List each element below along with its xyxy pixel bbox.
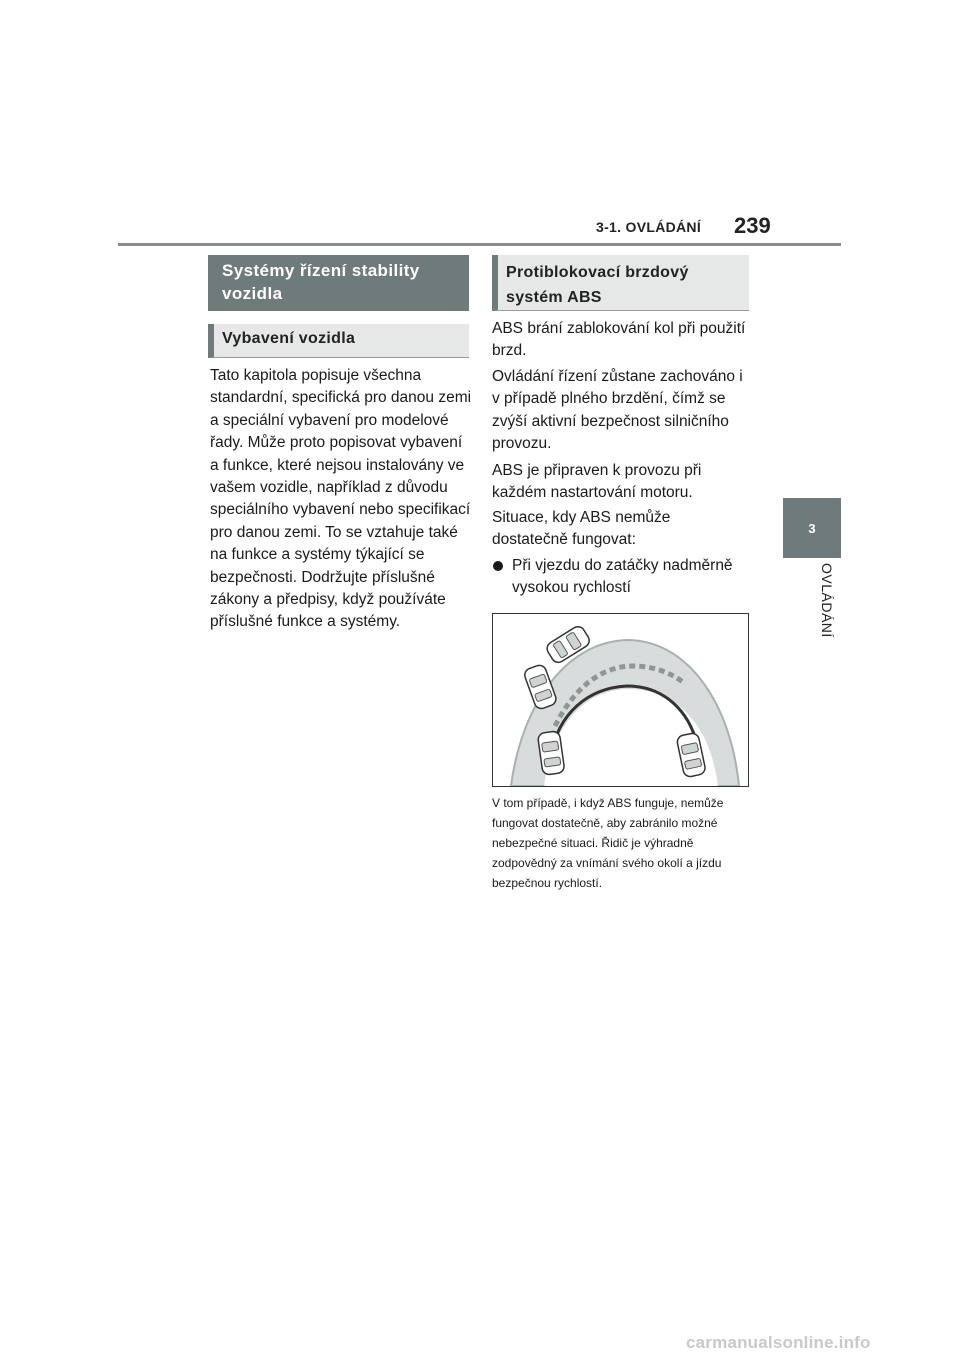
equipment-body-text: Tato kapitola popisuje všechna standardní, specifická pro danou zemi a speciální vybavení pro modelové řady. Může proto popisovat vybavení a funkce, které nejsou instalovány ve vašem vozidle, například z důvodu speciálního vybavení nebo specifikací pro danou zemi. To se vztahuje také na funkce a systémy týkající se bezpečnosti. Dodržujte příslušné zákony a předpisy, když používáte příslušné funkce a systémy. [210, 367, 472, 631]
header-divider [118, 243, 841, 246]
subheading-vehicle-equipment: Vybavení vozidla [208, 324, 469, 358]
page-number: 239 [734, 213, 771, 238]
bullet-item [492, 555, 750, 600]
abs-paragraph-1: ABS brání zablokování kol při použití brzd. [492, 320, 746, 360]
header-section-title: 3-1. OVLÁDÁNÍ [596, 219, 702, 235]
watermark: carmanualsonline.info [686, 1333, 871, 1352]
chapter-label: OVLÁDÁNÍ [819, 563, 835, 638]
chapter-tab[interactable] [783, 498, 841, 558]
chapter-number: 3 [808, 520, 816, 536]
bullet-text: Při vjezdu do zatáčky nadměrně vysokou rychlostí [512, 557, 733, 597]
car-skidding [523, 663, 558, 710]
curve-skid-illustration [493, 614, 748, 786]
bullet-dot-icon [493, 561, 503, 571]
abs-illustration [492, 613, 749, 787]
abs-paragraph-4: Situace, kdy ABS nemůže dostatečně fungovat: [492, 509, 671, 549]
abs-paragraph-3: ABS je připraven k provozu při každém nastartování motoru. [492, 462, 702, 502]
abs-paragraph-2: Ovládání řízení zůstane zachováno i v případě plného brzdění, čímž se zvýší aktivní bezpečnost silničního provozu. [492, 368, 743, 453]
section-heading-stability: Systémy řízení stability vozidla [208, 255, 469, 311]
section-heading-abs: Protiblokovací brzdový systém ABS [492, 255, 749, 311]
figure-caption: V tom případě, i když ABS funguje, nemůže fungovat dostatečně, aby zabránilo možné nebezpečné situaci. Řidič je výhradně zodpovědný za vnímání svého okolí a jízdu bezpečnou rychlostí. [492, 796, 724, 890]
